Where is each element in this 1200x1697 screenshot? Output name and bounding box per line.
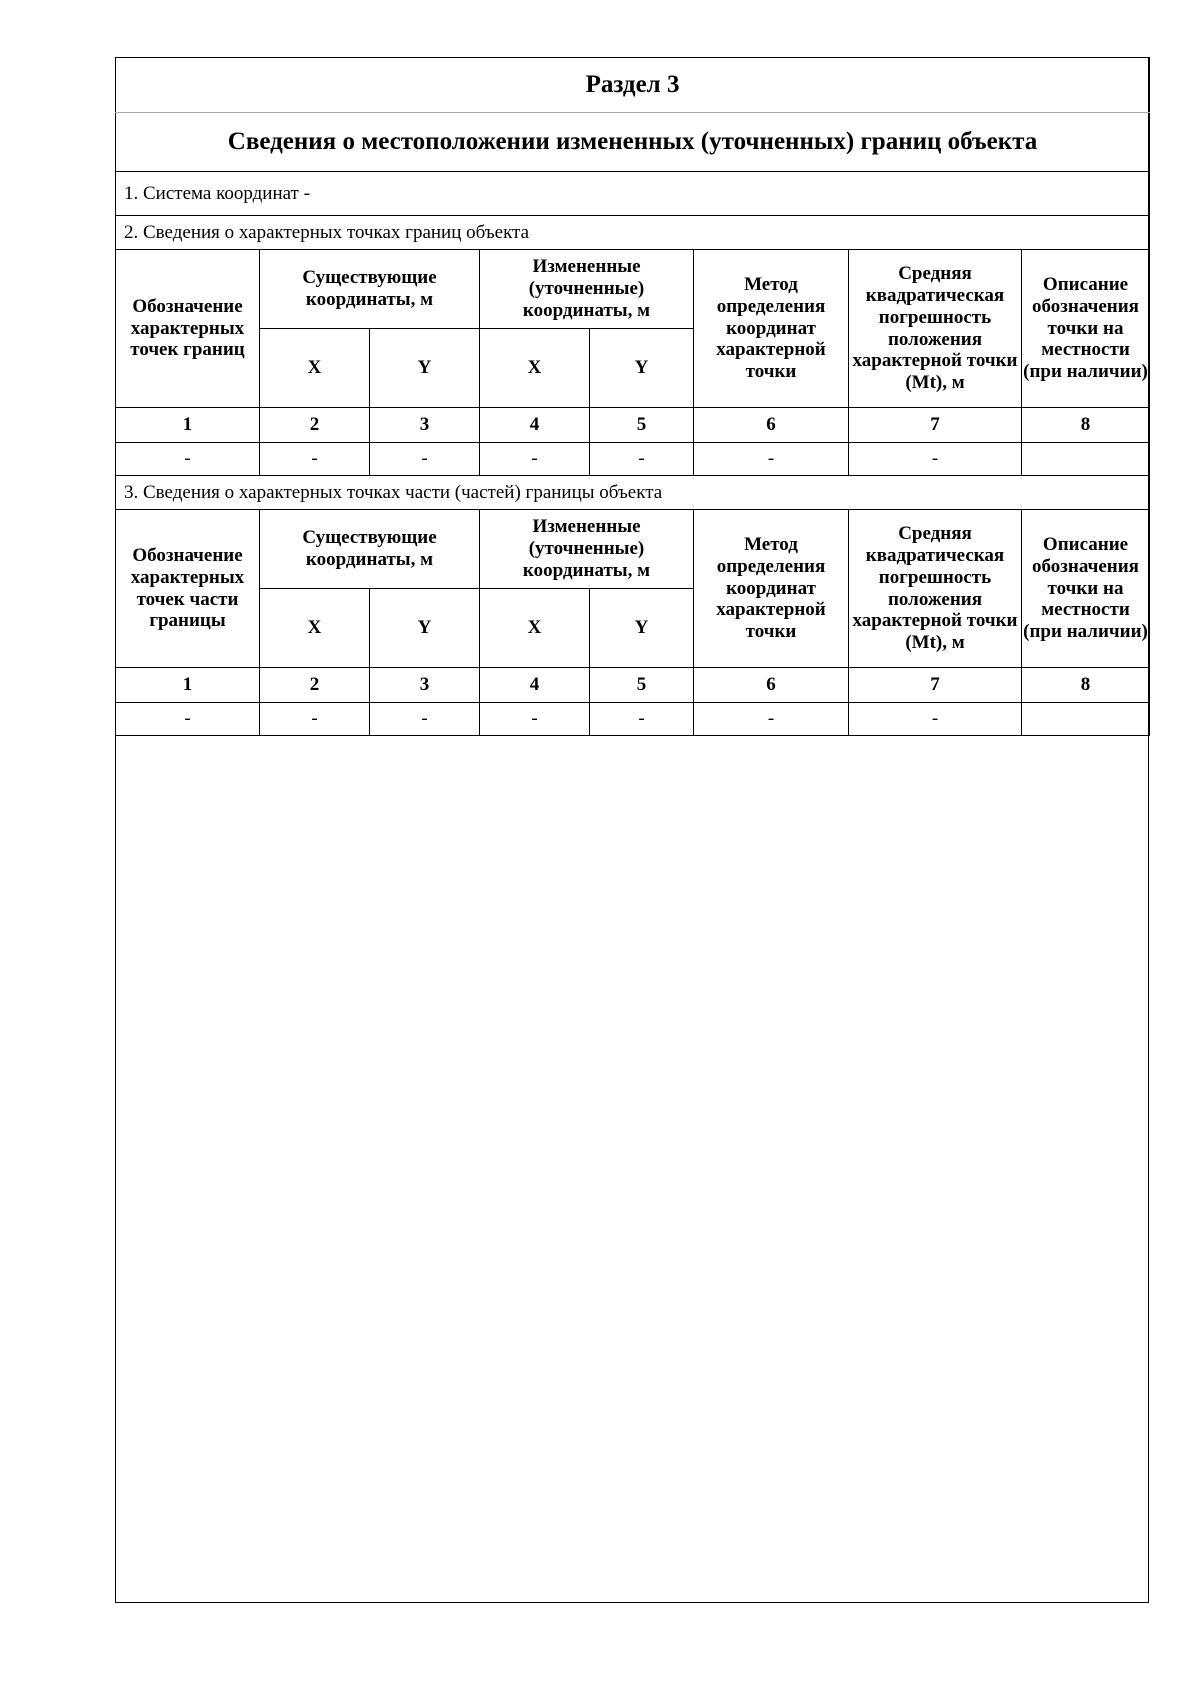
table1-cell: - (590, 443, 694, 476)
table1-col-number: 2 (260, 408, 370, 443)
table2-cell: - (849, 703, 1022, 736)
table1-header-y-existing: Y (370, 329, 480, 408)
table2-col-number: 8 (1022, 668, 1150, 703)
table1-header-description: Описание обозначения точки на местности (при наличии) (1022, 250, 1150, 408)
table2-cell: - (480, 703, 590, 736)
table1-header-x-existing: X (260, 329, 370, 408)
table2-col-number: 5 (590, 668, 694, 703)
table2-header-method: Метод определения координат характерной точки (694, 510, 849, 668)
table2-header-y-existing: Y (370, 589, 480, 668)
table1-col-number: 8 (1022, 408, 1150, 443)
table1-cell: - (116, 443, 260, 476)
section-subtitle: Сведения о местоположении измененных (уточненных) границ объекта (116, 113, 1150, 172)
table1-header-existing: Существующие координаты, м (260, 250, 480, 329)
table1-header-changed: Измененные (уточненные) координаты, м (480, 250, 694, 329)
table1-cell: - (480, 443, 590, 476)
table2-header-x-existing: X (260, 589, 370, 668)
table1-col-number: 7 (849, 408, 1022, 443)
table1-column-numbers (116, 408, 1150, 443)
table1-col-number: 1 (116, 408, 260, 443)
table1-header-method: Метод определения координат характерной точки (694, 250, 849, 408)
coordinate-system-line: 1. Система координат - (116, 172, 1150, 216)
table2-col-number: 7 (849, 668, 1022, 703)
table2-cell (1022, 703, 1150, 736)
table2-cell: - (260, 703, 370, 736)
table1-col-number: 5 (590, 408, 694, 443)
table2-header-y-changed: Y (590, 589, 694, 668)
table2-header-error: Средняя квадратическая погрешность положения характерной точки (Mt), м (849, 510, 1022, 668)
table2-col-number: 2 (260, 668, 370, 703)
table1-cell: - (260, 443, 370, 476)
table2-header-designation: Обозначение характерных точек части границы (116, 510, 260, 668)
section-3-table (115, 57, 1150, 736)
table2-col-number: 1 (116, 668, 260, 703)
table2-cell: - (116, 703, 260, 736)
table1-cell: - (694, 443, 849, 476)
table2-col-number: 6 (694, 668, 849, 703)
table2-header-changed: Измененные (уточненные) координаты, м (480, 510, 694, 589)
table2-col-number: 3 (370, 668, 480, 703)
table1-cell (1022, 443, 1150, 476)
table1-header-designation: Обозначение характерных точек границ (116, 250, 260, 408)
table1-cell: - (370, 443, 480, 476)
table2-col-number: 4 (480, 668, 590, 703)
table1-cell: - (849, 443, 1022, 476)
table2-header-existing: Существующие координаты, м (260, 510, 480, 589)
table1-col-number: 3 (370, 408, 480, 443)
table1-header-y-changed: Y (590, 329, 694, 408)
table2-cell: - (694, 703, 849, 736)
table1-col-number: 6 (694, 408, 849, 443)
table1-header-x-changed: X (480, 329, 590, 408)
table2-header-description: Описание обозначения точки на местности (при наличии) (1022, 510, 1150, 668)
section-title: Раздел 3 (116, 58, 1150, 113)
table2-cell: - (590, 703, 694, 736)
table2-header-x-changed: X (480, 589, 590, 668)
table1-col-number: 4 (480, 408, 590, 443)
table2-cell: - (370, 703, 480, 736)
table-row (116, 443, 1150, 476)
table1-header-error: Средняя квадратическая погрешность положения характерной точки (Mt), м (849, 250, 1022, 408)
table2-column-numbers (116, 668, 1150, 703)
table-row (116, 703, 1150, 736)
table2-caption: 3. Сведения о характерных точках части (частей) границы объекта (116, 476, 1150, 510)
table1-caption: 2. Сведения о характерных точках границ объекта (116, 216, 1150, 250)
